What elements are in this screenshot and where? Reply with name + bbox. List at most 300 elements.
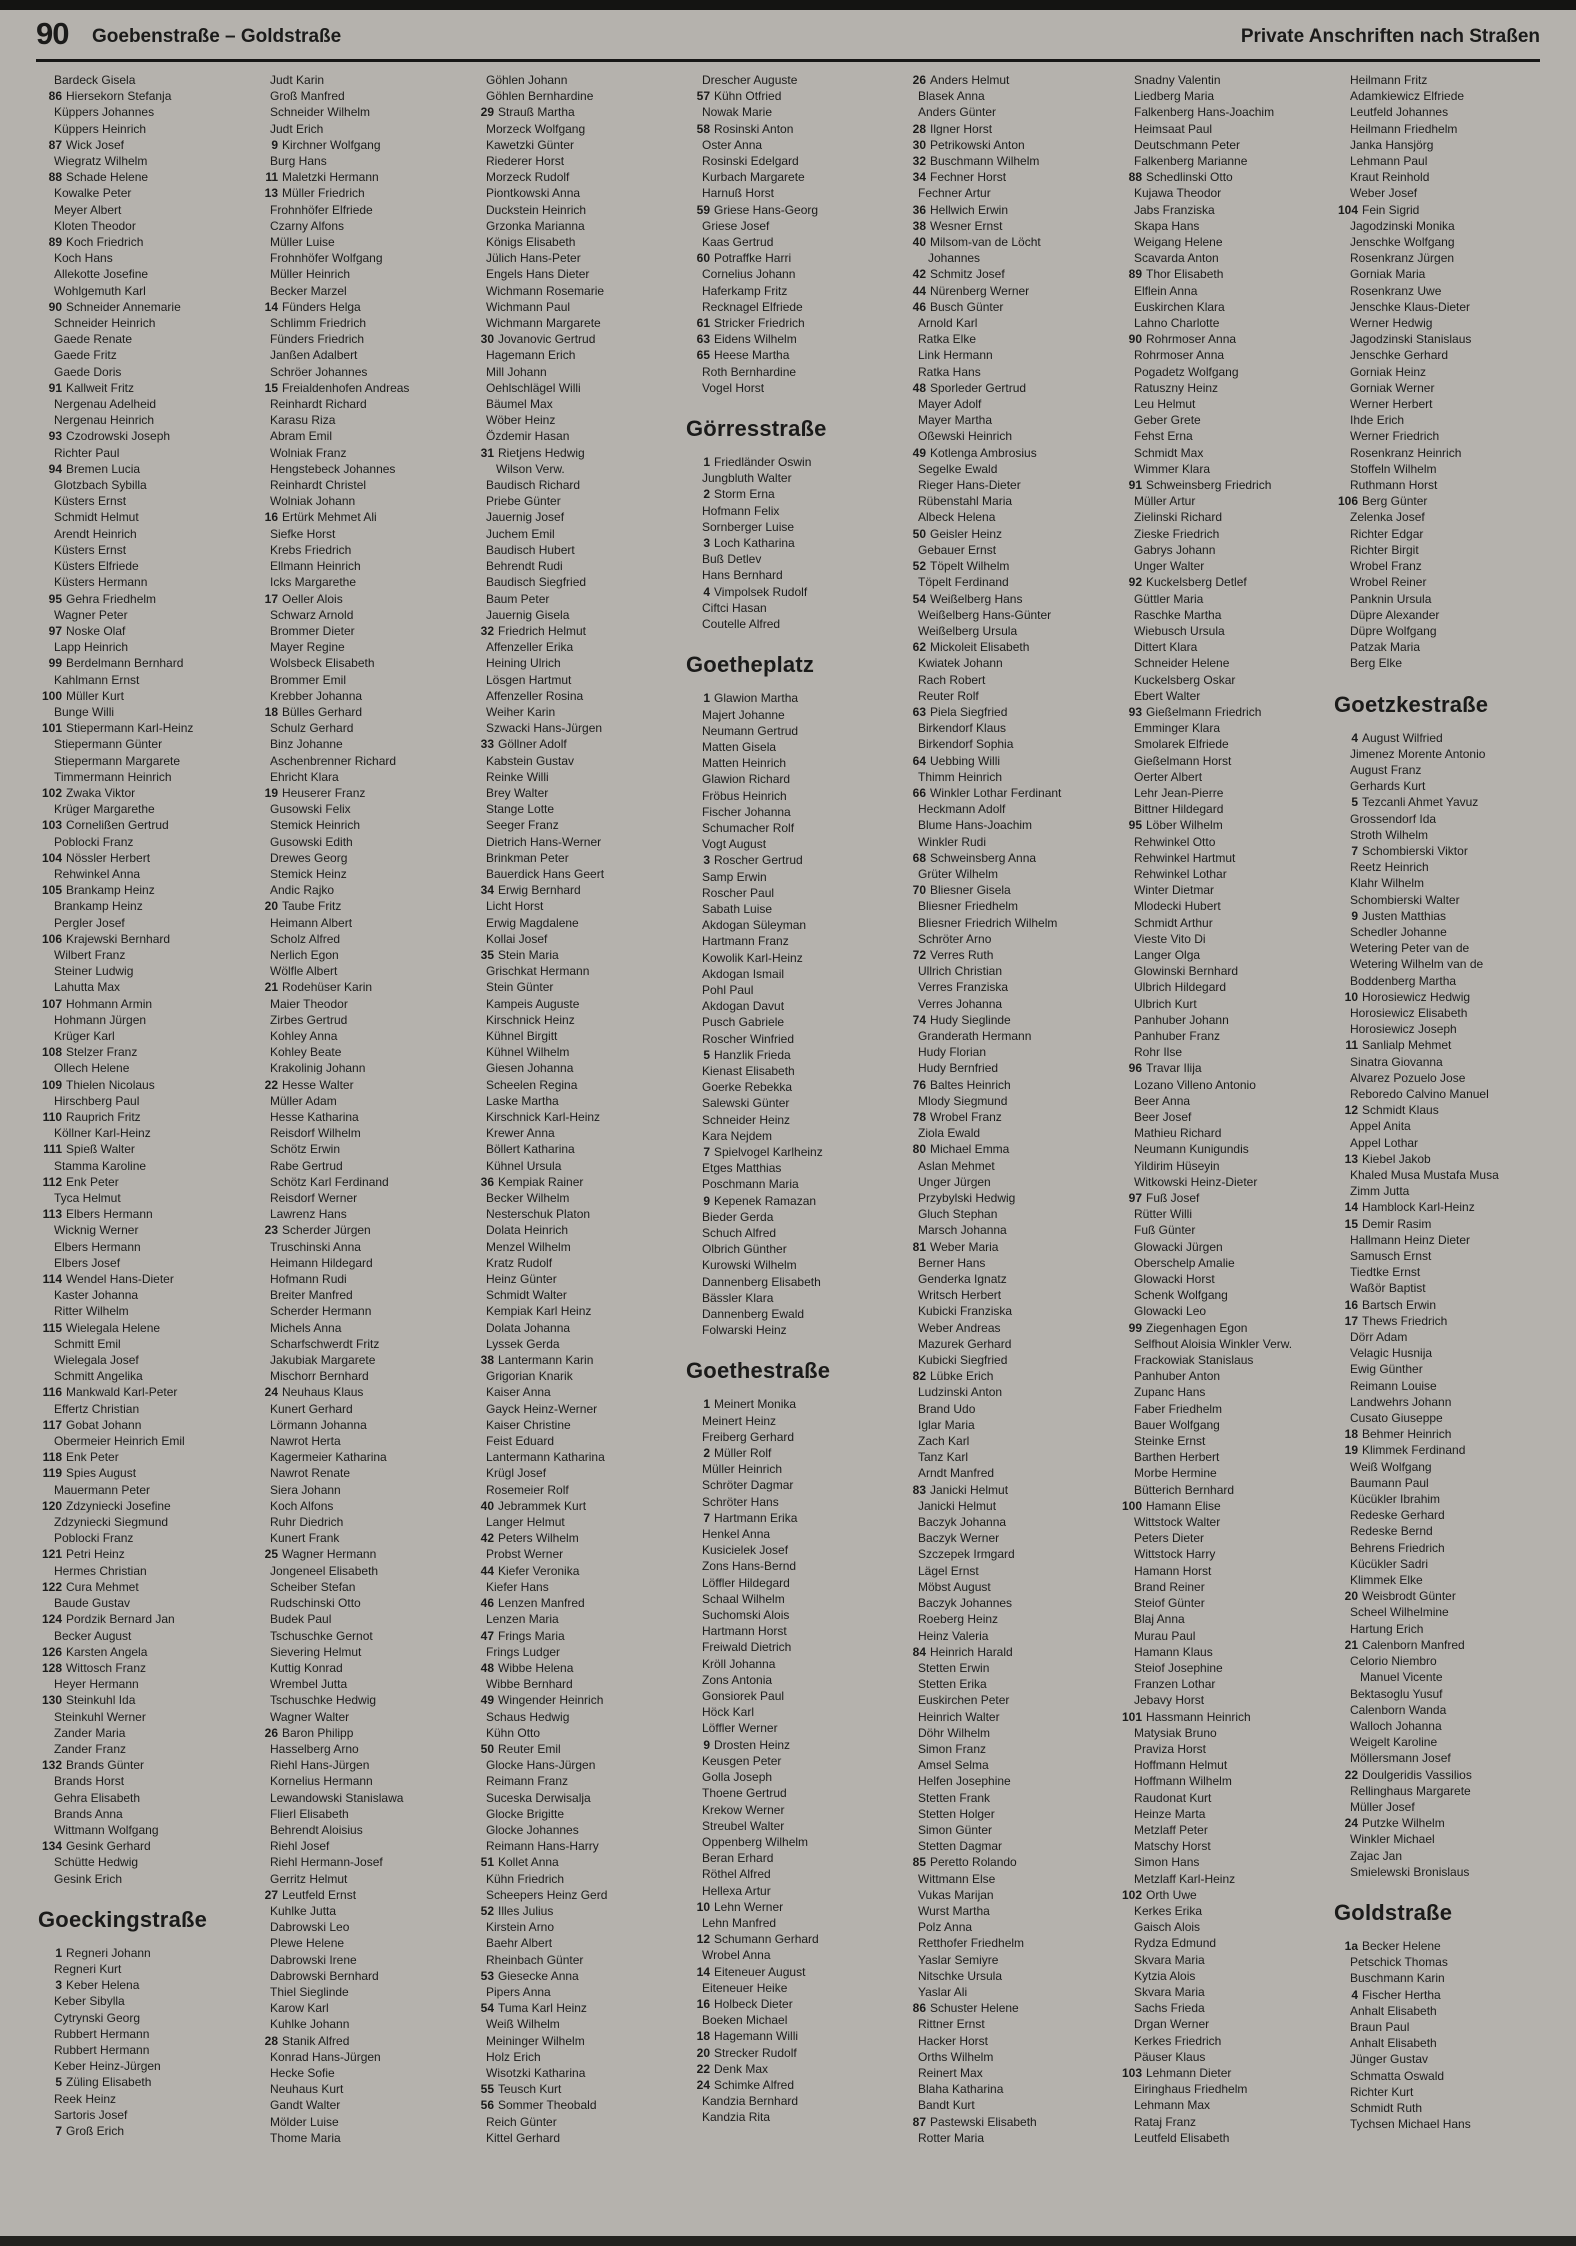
resident-name: Glocke Brigitte: [486, 1806, 565, 1821]
resident-name: Writsch Herbert: [918, 1288, 1002, 1303]
entry-line: [902, 1498, 1106, 1514]
house-number: 99: [1128, 1320, 1142, 1335]
resident-name: Ellmann Heinrich: [270, 559, 361, 574]
entry-line: [470, 1611, 674, 1627]
entry-line: [902, 2065, 1106, 2081]
resident-name: Lozano Villeno Antonio: [1134, 1077, 1256, 1092]
entry-line: [686, 600, 890, 616]
house-number: 93: [1128, 704, 1142, 719]
resident-name: Özdemir Hasan: [486, 429, 570, 444]
resident-name: Stamma Karoline: [54, 1158, 147, 1173]
entry-line: [686, 347, 890, 363]
entry-line: [686, 1785, 890, 1801]
resident-name: Holbeck Dieter: [714, 1996, 793, 2011]
resident-name: Samp Erwin: [702, 869, 767, 884]
house-number: 96: [1128, 1061, 1142, 1076]
entry-line: [902, 1903, 1106, 1919]
resident-name: Wagner Peter: [54, 607, 128, 622]
resident-name: Juchem Emil: [486, 526, 555, 541]
house-number: 61: [696, 316, 710, 331]
resident-name: Bütterich Bernhard: [1134, 1482, 1235, 1497]
resident-name: Friedländer Oswin: [714, 455, 812, 470]
entry-line: [902, 137, 1106, 153]
resident-name: Werner Friedrich: [1350, 429, 1440, 444]
entry-line: [686, 519, 890, 535]
entry-line: [254, 315, 458, 331]
resident-name: Rehwinkel Lothar: [1134, 866, 1227, 881]
entry-line: [254, 1465, 458, 1481]
resident-name: Binz Johanne: [270, 737, 343, 752]
resident-name: Thimm Heinrich: [918, 769, 1003, 784]
resident-name: Golla Joseph: [702, 1770, 773, 1785]
resident-name: Jagodzinski Stanislaus: [1350, 332, 1472, 347]
resident-name: Schmidt Ruth: [1350, 2100, 1423, 2115]
entry-line: [1118, 558, 1322, 574]
resident-name: Loch Katharina: [714, 536, 795, 551]
resident-name: Oehlschlägel Willi: [486, 380, 581, 395]
resident-name: Rohr Ilse: [1134, 1045, 1183, 1060]
entry-line: [1118, 688, 1322, 704]
entry-line: [470, 963, 674, 979]
resident-name: Wagner Walter: [270, 1709, 350, 1724]
resident-name: Rübenstahl Maria: [918, 494, 1013, 509]
house-number: 26: [264, 1725, 278, 1740]
resident-name: Dolata Heinrich: [486, 1223, 569, 1238]
entry-line: [686, 1477, 890, 1493]
entry-line: [470, 1676, 674, 1692]
entry-line: [1118, 1433, 1322, 1449]
entry-line: [254, 1352, 458, 1368]
house-number: 20: [264, 899, 278, 914]
entry-line: [470, 1952, 674, 1968]
house-number: 4: [1351, 1987, 1358, 2002]
entry-line: [1118, 1465, 1322, 1481]
entry-line: [470, 1320, 674, 1336]
entry-line: [1118, 1660, 1322, 1676]
resident-name: Gerhards Kurt: [1350, 779, 1426, 794]
entry-line: [1118, 1919, 1322, 1935]
resident-name: Abram Emil: [270, 429, 333, 444]
resident-name: Schneider Helene: [1134, 656, 1230, 671]
entry-line: [686, 723, 890, 739]
resident-name: Walloch Johanna: [1350, 1718, 1442, 1733]
entry-line: [470, 947, 674, 963]
resident-name: Karasu Riza: [270, 413, 336, 428]
resident-name: Wolsbeck Elisabeth: [270, 656, 375, 671]
resident-name: Wagner Hermann: [282, 1547, 377, 1562]
resident-name: Schweinsberg Friedrich: [1146, 478, 1272, 493]
entry-line: [1118, 672, 1322, 688]
entry-line: [254, 72, 458, 88]
entry-line: [1118, 283, 1322, 299]
resident-name: Marsch Johanna: [918, 1223, 1007, 1238]
entry-line: [686, 1915, 890, 1931]
resident-name: Schweinsberg Anna: [930, 850, 1037, 865]
resident-name: Schmidt Max: [1134, 445, 1204, 460]
resident-name: Berg Elke: [1350, 656, 1403, 671]
entry-line: [902, 1644, 1106, 1660]
resident-name: Stanik Alfred: [282, 2033, 350, 2048]
entry-line: [1118, 1498, 1322, 1514]
entry-line: [38, 1158, 242, 1174]
resident-name: Steinke Ernst: [1134, 1434, 1206, 1449]
house-number: 55: [480, 2082, 494, 2097]
entry-line: [1334, 493, 1538, 509]
entry-line: [686, 804, 890, 820]
house-number: 95: [1128, 818, 1142, 833]
resident-name: Wisotzki Katharina: [486, 2065, 586, 2080]
entry-line: [1118, 1514, 1322, 1530]
entry-line: [902, 1320, 1106, 1336]
entry-line: [686, 486, 890, 502]
entry-line: [686, 1176, 890, 1192]
entry-line: [1118, 1401, 1322, 1417]
entry-line: [1334, 1572, 1538, 1588]
house-number: 92: [1128, 575, 1142, 590]
entry-line: [902, 364, 1106, 380]
resident-name: Helfen Josephine: [918, 1774, 1011, 1789]
resident-name: Ollech Helene: [54, 1061, 130, 1076]
entry-line: [1118, 574, 1322, 590]
resident-name: Gorniak Werner: [1350, 380, 1435, 395]
resident-name: Kusicielek Josef: [702, 1543, 789, 1558]
resident-name: Kiebel Jakob: [1362, 1151, 1431, 1166]
resident-name: Riehl Josef: [270, 1839, 330, 1854]
entry-line: [470, 1546, 674, 1562]
resident-name: Nesterschuk Platon: [486, 1207, 591, 1222]
resident-name: Thome Maria: [270, 2130, 341, 2145]
entry-line: [470, 1449, 674, 1465]
resident-name: Müller Friedrich: [282, 186, 365, 201]
resident-name: Streubel Walter: [702, 1818, 785, 1833]
entry-line: [1334, 461, 1538, 477]
resident-name: Stricker Friedrich: [714, 316, 805, 331]
resident-name: Lehmann Dieter: [1146, 2065, 1232, 2080]
resident-name: Heinrich Walter: [918, 1709, 1000, 1724]
entry-line: [686, 1753, 890, 1769]
house-number: 93: [48, 429, 62, 444]
resident-name: Siera Johann: [270, 1482, 341, 1497]
resident-name: Tychsen Michael Hans: [1350, 2117, 1471, 2132]
entry-line: [38, 655, 242, 671]
entry-line: [254, 1514, 458, 1530]
entry-line: [38, 1433, 242, 1449]
entry-line: [1334, 1086, 1538, 1102]
entry-line: [686, 1591, 890, 1607]
entry-line: [254, 1077, 458, 1093]
entry-line: [38, 2058, 242, 2074]
entry-line: [1334, 2084, 1538, 2100]
entry-line: [470, 234, 674, 250]
entry-line: [1118, 1352, 1322, 1368]
resident-name: Ruthmann Horst: [1350, 478, 1438, 493]
directory-column: [470, 72, 674, 2146]
resident-name: Fünders Friedrich: [270, 332, 365, 347]
resident-name: Manuel Vicente: [1360, 1670, 1443, 1685]
entry-line: [38, 1563, 242, 1579]
entry-line: [470, 574, 674, 590]
entry-line: [254, 1109, 458, 1125]
entry-line: [254, 1692, 458, 1708]
entry-line: [254, 1158, 458, 1174]
entry-line: [1334, 121, 1538, 137]
resident-name: Birkendorf Klaus: [918, 721, 1007, 736]
entry-line: [1334, 1702, 1538, 1718]
house-number: 58: [696, 121, 710, 136]
entry-line: [254, 850, 458, 866]
entry-line: [1334, 137, 1538, 153]
entry-line: [38, 266, 242, 282]
entry-line: [686, 1144, 890, 1160]
resident-name: Matten Heinrich: [702, 756, 787, 771]
resident-name: Rosenkranz Uwe: [1350, 283, 1442, 298]
resident-name: Tezcanli Ahmet Yavuz: [1362, 795, 1479, 810]
entry-line: [470, 1644, 674, 1660]
resident-name: Panhuber Franz: [1134, 1028, 1221, 1043]
resident-name: Snadny Valentin: [1134, 73, 1221, 87]
resident-name: Lawrenz Hans: [270, 1207, 347, 1222]
entry-line: [1118, 1222, 1322, 1238]
resident-name: Celorio Niembro: [1350, 1654, 1437, 1669]
resident-name: Küsters Elfriede: [54, 559, 139, 574]
resident-name: Thoene Gertrud: [702, 1786, 787, 1801]
resident-name: Jovanovic Gertrud: [498, 332, 596, 347]
entry-line: [1334, 1864, 1538, 1880]
resident-name: Mayer Regine: [270, 640, 345, 655]
entry-line: [254, 1498, 458, 1514]
entry-line: [470, 1628, 674, 1644]
entry-line: [902, 1676, 1106, 1692]
resident-name: Matschy Horst: [1134, 1839, 1211, 1854]
resident-name: Weißelberg Hans-Günter: [918, 607, 1052, 622]
resident-name: Jebavy Horst: [1134, 1693, 1205, 1708]
entry-line: [38, 1977, 242, 1993]
entry-line: [38, 882, 242, 898]
entry-line: [1334, 509, 1538, 525]
entry-line: [254, 1174, 458, 1190]
resident-name: Scheel Wilhelmine: [1350, 1605, 1449, 1620]
resident-name: Lehn Manfred: [702, 1915, 777, 1930]
resident-name: Heckmann Adolf: [918, 802, 1006, 817]
entry-line: [902, 1984, 1106, 2000]
house-number: 80: [912, 1142, 926, 1157]
entry-line: [1118, 2081, 1322, 2097]
entry-line: [686, 2077, 890, 2093]
entry-line: [902, 785, 1106, 801]
entry-line: [902, 720, 1106, 736]
entry-line: [254, 688, 458, 704]
house-number: 44: [480, 1563, 494, 1578]
entry-line: [902, 753, 1106, 769]
entry-line: [1334, 412, 1538, 428]
entry-line: [470, 915, 674, 931]
resident-name: Nürenberg Werner: [930, 283, 1030, 298]
resident-name: Morzeck Wolfgang: [486, 121, 586, 136]
entry-line: [902, 1709, 1106, 1725]
entry-line: [470, 380, 674, 396]
resident-name: Jungbluth Walter: [702, 471, 792, 486]
resident-name: Müller Rolf: [714, 1446, 772, 1461]
entry-line: [1118, 1077, 1322, 1093]
entry-line: [1118, 347, 1322, 363]
entry-line: [470, 526, 674, 542]
entry-line: [38, 396, 242, 412]
resident-name: Schlimm Friedrich: [270, 316, 367, 331]
house-number: 115: [42, 1320, 62, 1335]
entry-line: [686, 584, 890, 600]
entry-line: [686, 2061, 890, 2077]
resident-name: Wittmann Wolfgang: [54, 1822, 159, 1837]
entry-line: [902, 623, 1106, 639]
resident-name: Skvara Maria: [1134, 1984, 1205, 1999]
house-number: 20: [1344, 1589, 1358, 1604]
resident-name: Anders Helmut: [930, 73, 1010, 87]
entry-line: [38, 915, 242, 931]
entry-line: [38, 234, 242, 250]
resident-name: Schütte Hedwig: [54, 1855, 139, 1870]
entry-line: [686, 1672, 890, 1688]
resident-name: Mischorr Bernhard: [270, 1369, 369, 1384]
resident-name: Kuhlke Johann: [270, 2017, 350, 2032]
entry-line: [470, 72, 674, 88]
resident-name: Hamann Klaus: [1134, 1644, 1213, 1659]
resident-name: Priebe Günter: [486, 494, 561, 509]
resident-name: Affenzeller Erika: [486, 640, 574, 655]
entry-line: [254, 2049, 458, 2065]
resident-name: Putzke Wilhelm: [1362, 1816, 1445, 1831]
entry-line: [470, 558, 674, 574]
resident-name: Müller Luise: [270, 235, 335, 250]
entry-line: [254, 1660, 458, 1676]
entry-line: [902, 2081, 1106, 2097]
resident-name: Schaal Wilhelm: [702, 1591, 785, 1606]
house-number: 128: [41, 1660, 62, 1675]
resident-name: Zdzyniecki Siegmund: [54, 1515, 169, 1530]
resident-name: Piela Siegfried: [930, 704, 1008, 719]
resident-name: Simon Günter: [918, 1822, 993, 1837]
entry-line: [254, 898, 458, 914]
resident-name: Skvara Maria: [1134, 1952, 1205, 1967]
resident-name: Brommer Dieter: [270, 623, 355, 638]
resident-name: Reisdorf Wilhelm: [270, 1126, 361, 1141]
house-number: 102: [41, 785, 62, 800]
entry-line: [686, 1306, 890, 1322]
resident-name: Coutelle Alfred: [702, 617, 781, 632]
resident-name: Cusato Giuseppe: [1350, 1411, 1443, 1426]
resident-name: Scheepers Heinz Gerd: [486, 1887, 608, 1902]
resident-name: Zander Maria: [54, 1725, 126, 1740]
entry-line: [470, 477, 674, 493]
entry-line: [38, 153, 242, 169]
entry-line: [686, 1429, 890, 1445]
house-number: 112: [42, 1174, 62, 1189]
entry-line: [1334, 875, 1538, 891]
resident-name: Kollet Anna: [498, 1855, 559, 1870]
entry-line: [1118, 1239, 1322, 1255]
house-number: 18: [264, 704, 278, 719]
entry-line: [254, 396, 458, 412]
resident-name: Düpre Wolfgang: [1350, 623, 1437, 638]
entry-line: [38, 1676, 242, 1692]
resident-name: Raudonat Kurt: [1134, 1790, 1212, 1805]
resident-name: Weber Andreas: [918, 1320, 1001, 1335]
resident-name: Behrendt Rudi: [486, 559, 563, 574]
entry-line: [902, 1660, 1106, 1676]
resident-name: Krebber Johanna: [270, 688, 363, 703]
entry-line: [254, 1790, 458, 1806]
resident-name: Czodrowski Joseph: [66, 429, 171, 444]
entry-line: [254, 283, 458, 299]
entry-line: [902, 1822, 1106, 1838]
house-number: 13: [1344, 1151, 1358, 1166]
resident-name: Kohley Beate: [270, 1045, 342, 1060]
resident-name: Kandzia Rita: [702, 2110, 771, 2125]
resident-name: Berdelmann Bernhard: [66, 656, 184, 671]
entry-line: [38, 558, 242, 574]
entry-line: [470, 2016, 674, 2032]
resident-name: Kawetzki Günter: [486, 137, 575, 152]
entry-line: [38, 1368, 242, 1384]
resident-name: Kratz Rudolf: [486, 1255, 553, 1270]
resident-name: Schedlinski Otto: [1146, 170, 1233, 185]
resident-name: Akdogan Ismail: [702, 966, 785, 981]
entry-line: [902, 639, 1106, 655]
resident-name: Pogadetz Wolfgang: [1134, 364, 1239, 379]
resident-name: Wrobel Franz: [1350, 559, 1422, 574]
resident-name: Neumann Gertrud: [702, 723, 799, 738]
entry-line: [1118, 1530, 1322, 1546]
resident-name: Przybylski Hedwig: [918, 1191, 1016, 1206]
resident-name: Kurowski Wilhelm: [702, 1258, 797, 1273]
entry-line: [1118, 1206, 1322, 1222]
resident-name: Cura Mehmet: [66, 1579, 139, 1594]
resident-name: Sommer Theobald: [498, 2098, 597, 2113]
page-header: [36, 16, 1540, 54]
entry-line: [254, 347, 458, 363]
resident-name: Panknin Ursula: [1350, 591, 1432, 606]
resident-name: Erwig Bernhard: [498, 883, 581, 898]
resident-name: Landwehrs Johann: [1350, 1394, 1452, 1409]
entry-line: [1334, 299, 1538, 315]
entry-line: [470, 688, 674, 704]
resident-name: Stiepermann Günter: [54, 737, 163, 752]
resident-name: Wielegala Helene: [66, 1320, 161, 1335]
resident-name: Töpelt Ferdinand: [918, 575, 1009, 590]
entry-line: [902, 574, 1106, 590]
resident-name: Jakubiak Margarete: [270, 1353, 376, 1368]
resident-name: Genderka Ignatz: [918, 1272, 1007, 1287]
entry-line: [254, 963, 458, 979]
resident-name: Zander Franz: [54, 1741, 127, 1756]
entry-line: [686, 88, 890, 104]
resident-name: Geber Grete: [1134, 413, 1201, 428]
resident-name: Schröter Arno: [918, 931, 992, 946]
resident-name: Heinz Valeria: [918, 1628, 989, 1643]
resident-name: Krekow Werner: [702, 1802, 785, 1817]
resident-name: Heinze Marta: [1134, 1806, 1206, 1821]
resident-name: Yildirim Hüseyin: [1134, 1158, 1220, 1173]
resident-name: Appel Anita: [1350, 1119, 1411, 1134]
house-number: 108: [41, 1045, 62, 1060]
entry-line: [1334, 1183, 1538, 1199]
resident-name: Krügl Josef: [486, 1466, 547, 1481]
entry-line: [38, 1595, 242, 1611]
entry-line: [686, 820, 890, 836]
entry-line: [38, 1546, 242, 1562]
entry-line: [38, 1077, 242, 1093]
entry-line: [686, 707, 890, 723]
resident-name: Kunert Gerhard: [270, 1401, 353, 1416]
